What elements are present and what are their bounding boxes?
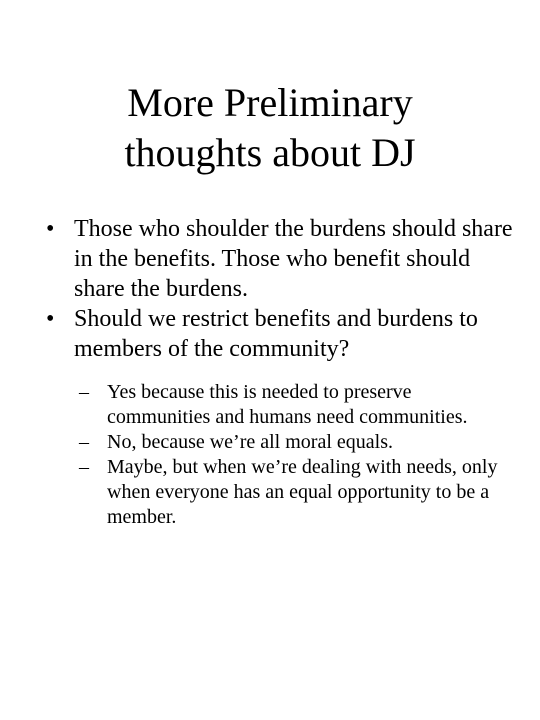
sub-bullet-item [0,380,540,430]
bullet-marker: • [46,216,55,242]
bullet-text: Should we restrict benefits and burdens to members of the community? [74,306,478,362]
bullet-text: Those who shoulder the burdens should share in the benefits. Those who benefit should share the burdens. [74,216,513,302]
sub-bullet-text: No, because we’re all moral equals. [107,431,393,453]
bullet-list [0,214,540,530]
title-line-2: thoughts about DJ [124,130,416,175]
sub-bullet-marker: – [79,381,89,403]
sub-bullet-marker: – [79,431,89,453]
title-line-1: More Preliminary [127,80,413,125]
sub-bullet-text: Maybe, but when we’re dealing with needs, only when everyone has an equal opportunity to be a member. [107,456,498,528]
sub-bullet-marker: – [79,456,89,478]
sub-bullet-item [0,430,540,455]
sub-bullet-text: Yes because this is needed to preserve communities and humans need communities. [107,381,468,428]
bullet-marker: • [46,306,55,332]
slide-title [40,78,500,178]
bullet-item [0,304,540,364]
sub-bullet-list [0,380,540,530]
sub-bullet-item [0,455,540,530]
bullet-item [0,214,540,304]
